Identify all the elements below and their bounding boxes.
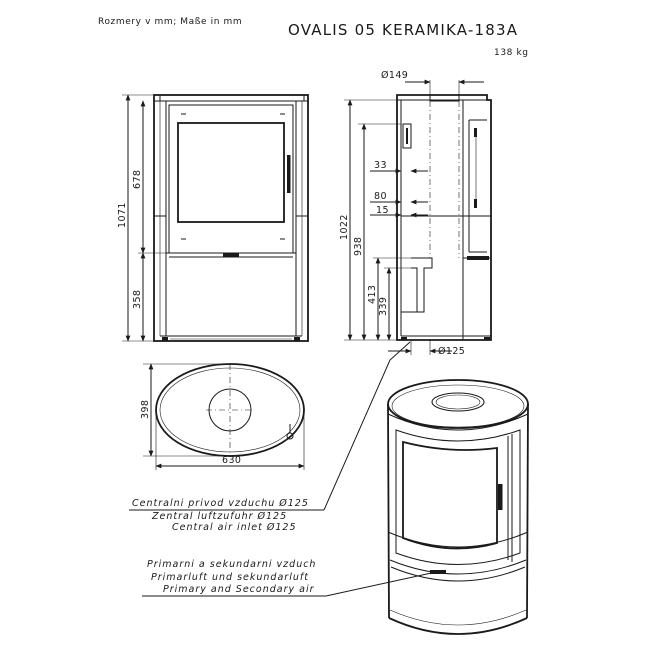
dim-offset-33: 33 bbox=[374, 160, 387, 171]
primary-air-label-group bbox=[142, 559, 436, 596]
handle-icon-perspective bbox=[498, 484, 503, 510]
label-central-air-de: Zentral luftzufuhr Ø125 bbox=[152, 511, 288, 522]
dim-upper-height-front: 678 bbox=[132, 169, 143, 189]
dim-flue-height: 938 bbox=[353, 236, 364, 256]
dim-total-height-side: 1022 bbox=[339, 214, 350, 240]
side-view bbox=[339, 70, 491, 357]
dim-bottom-inlet-height: 339 bbox=[378, 296, 389, 316]
dim-width-top: 630 bbox=[222, 455, 242, 466]
dim-lower-height-front: 358 bbox=[132, 289, 143, 309]
dim-flue-diameter: Ø149 bbox=[381, 70, 409, 81]
label-central-air-en: Central air inlet Ø125 bbox=[172, 522, 297, 533]
dim-air-diameter-side: Ø125 bbox=[438, 346, 466, 357]
units-note: Rozmery v mm; Maße in mm bbox=[98, 17, 243, 27]
label-primary-air-en: Primary and Secondary air bbox=[163, 584, 315, 595]
front-view bbox=[117, 95, 308, 341]
perspective-view bbox=[388, 380, 528, 634]
drawing-title: OVALIS 05 KERAMIKA-183A bbox=[288, 21, 519, 39]
arrow-icon-primary bbox=[326, 572, 436, 596]
arrow-icon bbox=[324, 342, 410, 510]
weight-label: 138 kg bbox=[494, 48, 529, 58]
flue-pipe-icon bbox=[432, 393, 484, 411]
handle-icon bbox=[287, 155, 291, 193]
dim-depth-top: 398 bbox=[140, 399, 151, 419]
label-central-air-cz: Centralni privod vzduchu Ø125 bbox=[132, 498, 309, 509]
label-primary-air-de: Primarluft und sekundarluft bbox=[151, 572, 309, 583]
top-view bbox=[140, 364, 304, 470]
label-primary-air-cz: Primarni a sekundarni vzduch bbox=[147, 559, 317, 570]
dim-total-height-front: 1071 bbox=[117, 202, 128, 228]
dim-offset-15: 15 bbox=[376, 205, 389, 216]
dim-rear-inlet-height: 413 bbox=[367, 284, 378, 304]
dim-offset-80: 80 bbox=[374, 191, 387, 202]
